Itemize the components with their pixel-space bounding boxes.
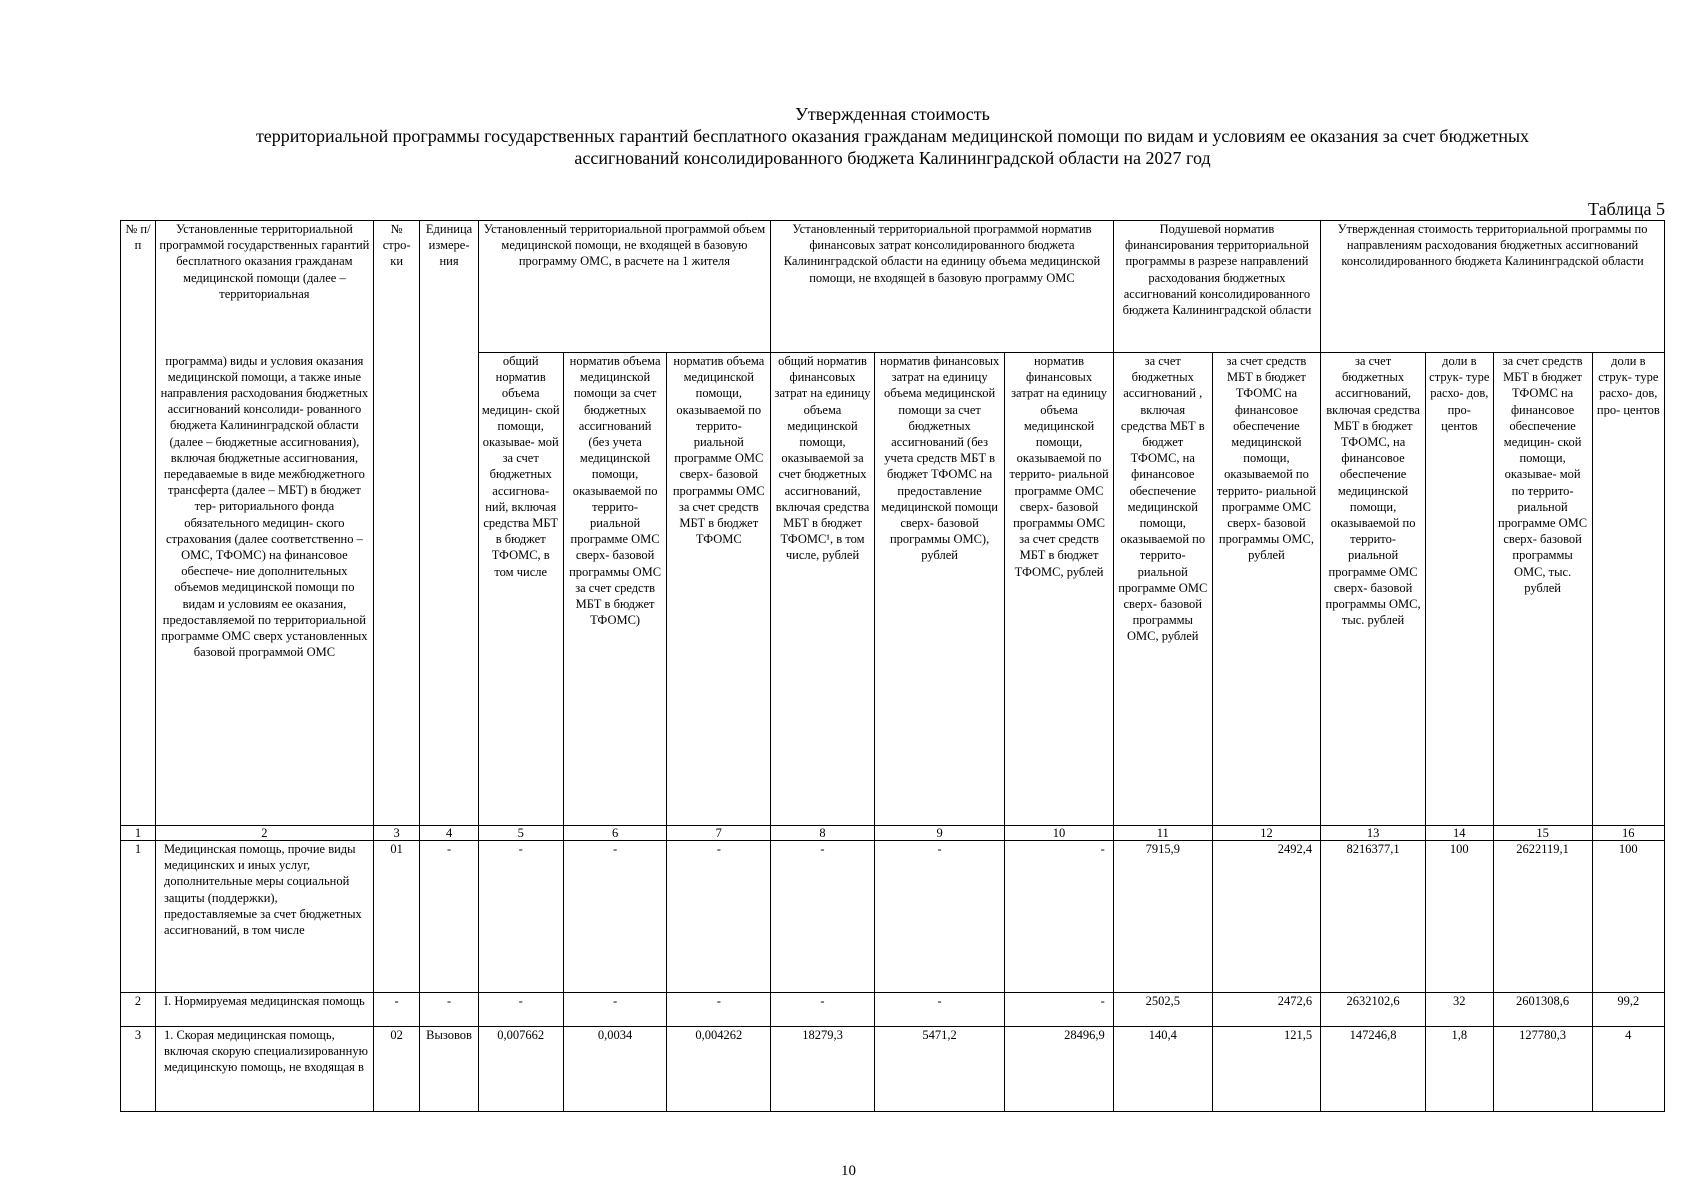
row-number: 3 — [121, 1027, 156, 1112]
row-unit: - — [420, 993, 478, 1027]
header-cell-14: доли в струк- туре расхо- дов, про- центов — [1426, 353, 1494, 826]
header-cell-11: за счет бюджетных ассигнований , включая средства МБТ в бюджет ТФОМС, на финансовое обеспечение медицинской помощи, оказываемой по террито- риальной программе ОМС сверх- базовой программы ОМС, рублей — [1113, 353, 1212, 826]
header-cell-line: № стро- ки — [373, 221, 420, 826]
column-number: 6 — [563, 826, 667, 841]
header-cell-13: за счет бюджетных ассигнований, включая средства МБТ в бюджет ТФОМС, на финансовое обеспечение медицинской помощи, оказываемой по террито- риальной программе ОМС сверх- базовой программы ОМС, тыс. рублей — [1321, 353, 1426, 826]
header-cell-name-bottom: программа) виды и условия оказания медицинской помощи, а также иные направления расходования бюджетных ассигнований консолиди- рованного бюджета Калининградской области (далее – бюджетные ассигнования), включая бюджетные ассигнования, передаваемые в виде межбюджетного трансферта (далее – МБТ) в бюджет тер- риториального фонда обязательного медицин- ского страхования (далее соответственно – ОМС, ТФОМС) на финансовое обеспече- ние дополнительных объемов медицинской помощи по видам и условиям ее оказания, предоставляемой по территориальной программе ОМС сверх установленных базовой программой ОМС — [155, 353, 373, 826]
header-row-groups — [121, 221, 1665, 353]
row-value-13: 147246,8 — [1321, 1027, 1426, 1112]
column-number: 9 — [874, 826, 1005, 841]
heading-line-1: Утвержденная стоимость — [795, 104, 990, 124]
header-row-subcolumns — [121, 353, 1665, 826]
cost-table — [120, 220, 1665, 1112]
row-value-9: - — [874, 841, 1005, 993]
row-unit: - — [420, 841, 478, 993]
column-number: 1 — [121, 826, 156, 841]
row-value-15: 127780,3 — [1493, 1027, 1592, 1112]
header-cell-5: общий норматив объема медицин- ской помощи, оказывае- мой за счет бюджетных ассигнова- ний, включая средства МБТ в бюджет ТФОМС, в том числе — [478, 353, 563, 826]
row-value-6: - — [563, 841, 667, 993]
row-value-13: 2632102,6 — [1321, 993, 1426, 1027]
page-number: 10 — [841, 1163, 856, 1179]
row-value-15: 2601308,6 — [1493, 993, 1592, 1027]
row-value-11: 2502,5 — [1113, 993, 1212, 1027]
header-cell-unit: Единица измере- ния — [420, 221, 478, 826]
header-cell-7: норматив объема медицинской помощи, оказываемой по террито- риальной программе ОМС сверх- базовой программы ОМС за счет средств МБТ в бюджет ТФОМС — [667, 353, 771, 826]
column-number: 5 — [478, 826, 563, 841]
row-line: 01 — [373, 841, 420, 993]
row-value-6: - — [563, 993, 667, 1027]
row-unit: Вызовов — [420, 1027, 478, 1112]
header-cell-15: за счет средств МБТ в бюджет ТФОМС на финансовое обеспечение медицин- ской помощи, оказывае- мой по террито- риальной программе ОМС сверх- базовой программы ОМС, тыс. рублей — [1493, 353, 1592, 826]
row-value-16: 4 — [1592, 1027, 1664, 1112]
heading-line-2: территориальной программы государственных гарантий бесплатного оказания гражданам медицинской помощи по видам и условиям ее оказания за счет бюджетных — [255, 126, 1530, 146]
row-value-8: 18279,3 — [771, 1027, 875, 1112]
row-value-7: - — [667, 993, 771, 1027]
row-value-15: 2622119,1 — [1493, 841, 1592, 993]
header-cell-number: № п/п — [121, 221, 156, 826]
row-name: 1. Скорая медицинская помощь, включая скорую специализированную медицинскую помощь, не входящая в — [155, 1027, 373, 1112]
row-value-9: 5471,2 — [874, 1027, 1005, 1112]
row-value-14: 100 — [1426, 841, 1494, 993]
row-value-12: 2492,4 — [1212, 841, 1320, 993]
header-cell-16: доли в струк- туре расхо- дов, про- центов — [1592, 353, 1664, 826]
row-value-10: - — [1005, 841, 1113, 993]
header-cell-6: норматив объема медицинской помощи за счет бюджетных ассигнований (без учета медицинской помощи, оказываемой по террито- риальной программе ОМС сверх- базовой программы ОМС за счет средств МБТ в бюджет ТФОМС) — [563, 353, 667, 826]
row-line: 02 — [373, 1027, 420, 1112]
row-value-8: - — [771, 993, 875, 1027]
document-heading — [120, 103, 1665, 169]
header-cell-9: норматив финансовых затрат на единицу объема медицинской помощи за счет бюджетных ассигнований (без учета средств МБТ в бюджет ТФОМС на предоставление медицинской помощи сверх- базовой программы ОМС), рублей — [874, 353, 1005, 826]
header-group-cost: Установленный территориальной программой норматив финансовых затрат консолидированного бюджета Калининградской области на единицу объема медицинской помощи, не входящей в базовую программу ОМС — [771, 221, 1114, 353]
column-number: 7 — [667, 826, 771, 841]
row-value-12: 2472,6 — [1212, 993, 1320, 1027]
column-number: 14 — [1426, 826, 1494, 841]
column-number: 13 — [1321, 826, 1426, 841]
row-value-11: 7915,9 — [1113, 841, 1212, 993]
header-cell-12: за счет средств МБТ в бюджет ТФОМС на финансовое обеспечение медицинской помощи, оказываемой по террито- риальной программе ОМС сверх- базовой программы ОМС, рублей — [1212, 353, 1320, 826]
row-name: Медицинская помощь, прочие виды медицинских и иных услуг, дополнительные меры социальной защиты (поддержки), предоставляемые за счет бюджетных ассигнований, в том числе — [155, 841, 373, 993]
header-group-volume: Установленный территориальной программой объем медицинской помощи, не входящей в базовую программу ОМС, в расчете на 1 жителя — [478, 221, 770, 353]
row-value-12: 121,5 — [1212, 1027, 1320, 1112]
header-cell-10: норматив финансовых затрат на единицу объема медицинской помощи, оказываемой по террито- риальной программе ОМС сверх- базовой программы ОМС за счет средств МБТ в бюджет ТФОМС, рублей — [1005, 353, 1113, 826]
row-value-8: - — [771, 841, 875, 993]
row-number: 1 — [121, 841, 156, 993]
row-value-7: - — [667, 841, 771, 993]
row-value-16: 100 — [1592, 841, 1664, 993]
table-row — [121, 1027, 1665, 1112]
row-value-10: 28496,9 — [1005, 1027, 1113, 1112]
row-value-13: 8216377,1 — [1321, 841, 1426, 993]
header-group-approved: Утвержденная стоимость территориальной программы по направлениям расходования бюджетных ассигнований консолидированного бюджета Калининградской области — [1321, 221, 1665, 353]
row-value-11: 140,4 — [1113, 1027, 1212, 1112]
table-row — [121, 993, 1665, 1027]
row-value-5: - — [478, 841, 563, 993]
column-number-row — [121, 826, 1665, 841]
row-value-5: 0,007662 — [478, 1027, 563, 1112]
table-label: Таблица 5 — [1588, 199, 1665, 219]
header-cell-8: общий норматив финансовых затрат на единицу объема медицинской помощи, оказываемой за счет бюджетных ассигнований, включая средства МБТ в бюджет ТФОМС¹, в том числе, рублей — [771, 353, 875, 826]
row-number: 2 — [121, 993, 156, 1027]
column-number: 11 — [1113, 826, 1212, 841]
heading-line-3: ассигнований консолидированного бюджета Калининградской области на 2027 год — [574, 148, 1211, 168]
row-value-16: 99,2 — [1592, 993, 1664, 1027]
column-number: 8 — [771, 826, 875, 841]
header-cell-name-top: Установленные территориальной программой государственных гарантий бесплатного оказания гражданам медицинской помощи (далее – территориальная — [155, 221, 373, 353]
column-number: 2 — [155, 826, 373, 841]
column-number: 16 — [1592, 826, 1664, 841]
row-line: - — [373, 993, 420, 1027]
table-row — [121, 841, 1665, 993]
column-number: 3 — [373, 826, 420, 841]
header-group-per-capita: Подушевой норматив финансирования территориальной программы в разрезе направлений расходования бюджетных ассигнований консолидированного бюджета Калининградской области — [1113, 221, 1320, 353]
row-value-14: 1,8 — [1426, 1027, 1494, 1112]
row-value-5: - — [478, 993, 563, 1027]
row-value-7: 0,004262 — [667, 1027, 771, 1112]
column-number: 15 — [1493, 826, 1592, 841]
row-value-10: - — [1005, 993, 1113, 1027]
row-value-6: 0,0034 — [563, 1027, 667, 1112]
row-value-14: 32 — [1426, 993, 1494, 1027]
row-name: I. Нормируемая медицинская помощь — [155, 993, 373, 1027]
column-number: 12 — [1212, 826, 1320, 841]
row-value-9: - — [874, 993, 1005, 1027]
column-number: 10 — [1005, 826, 1113, 841]
column-number: 4 — [420, 826, 478, 841]
